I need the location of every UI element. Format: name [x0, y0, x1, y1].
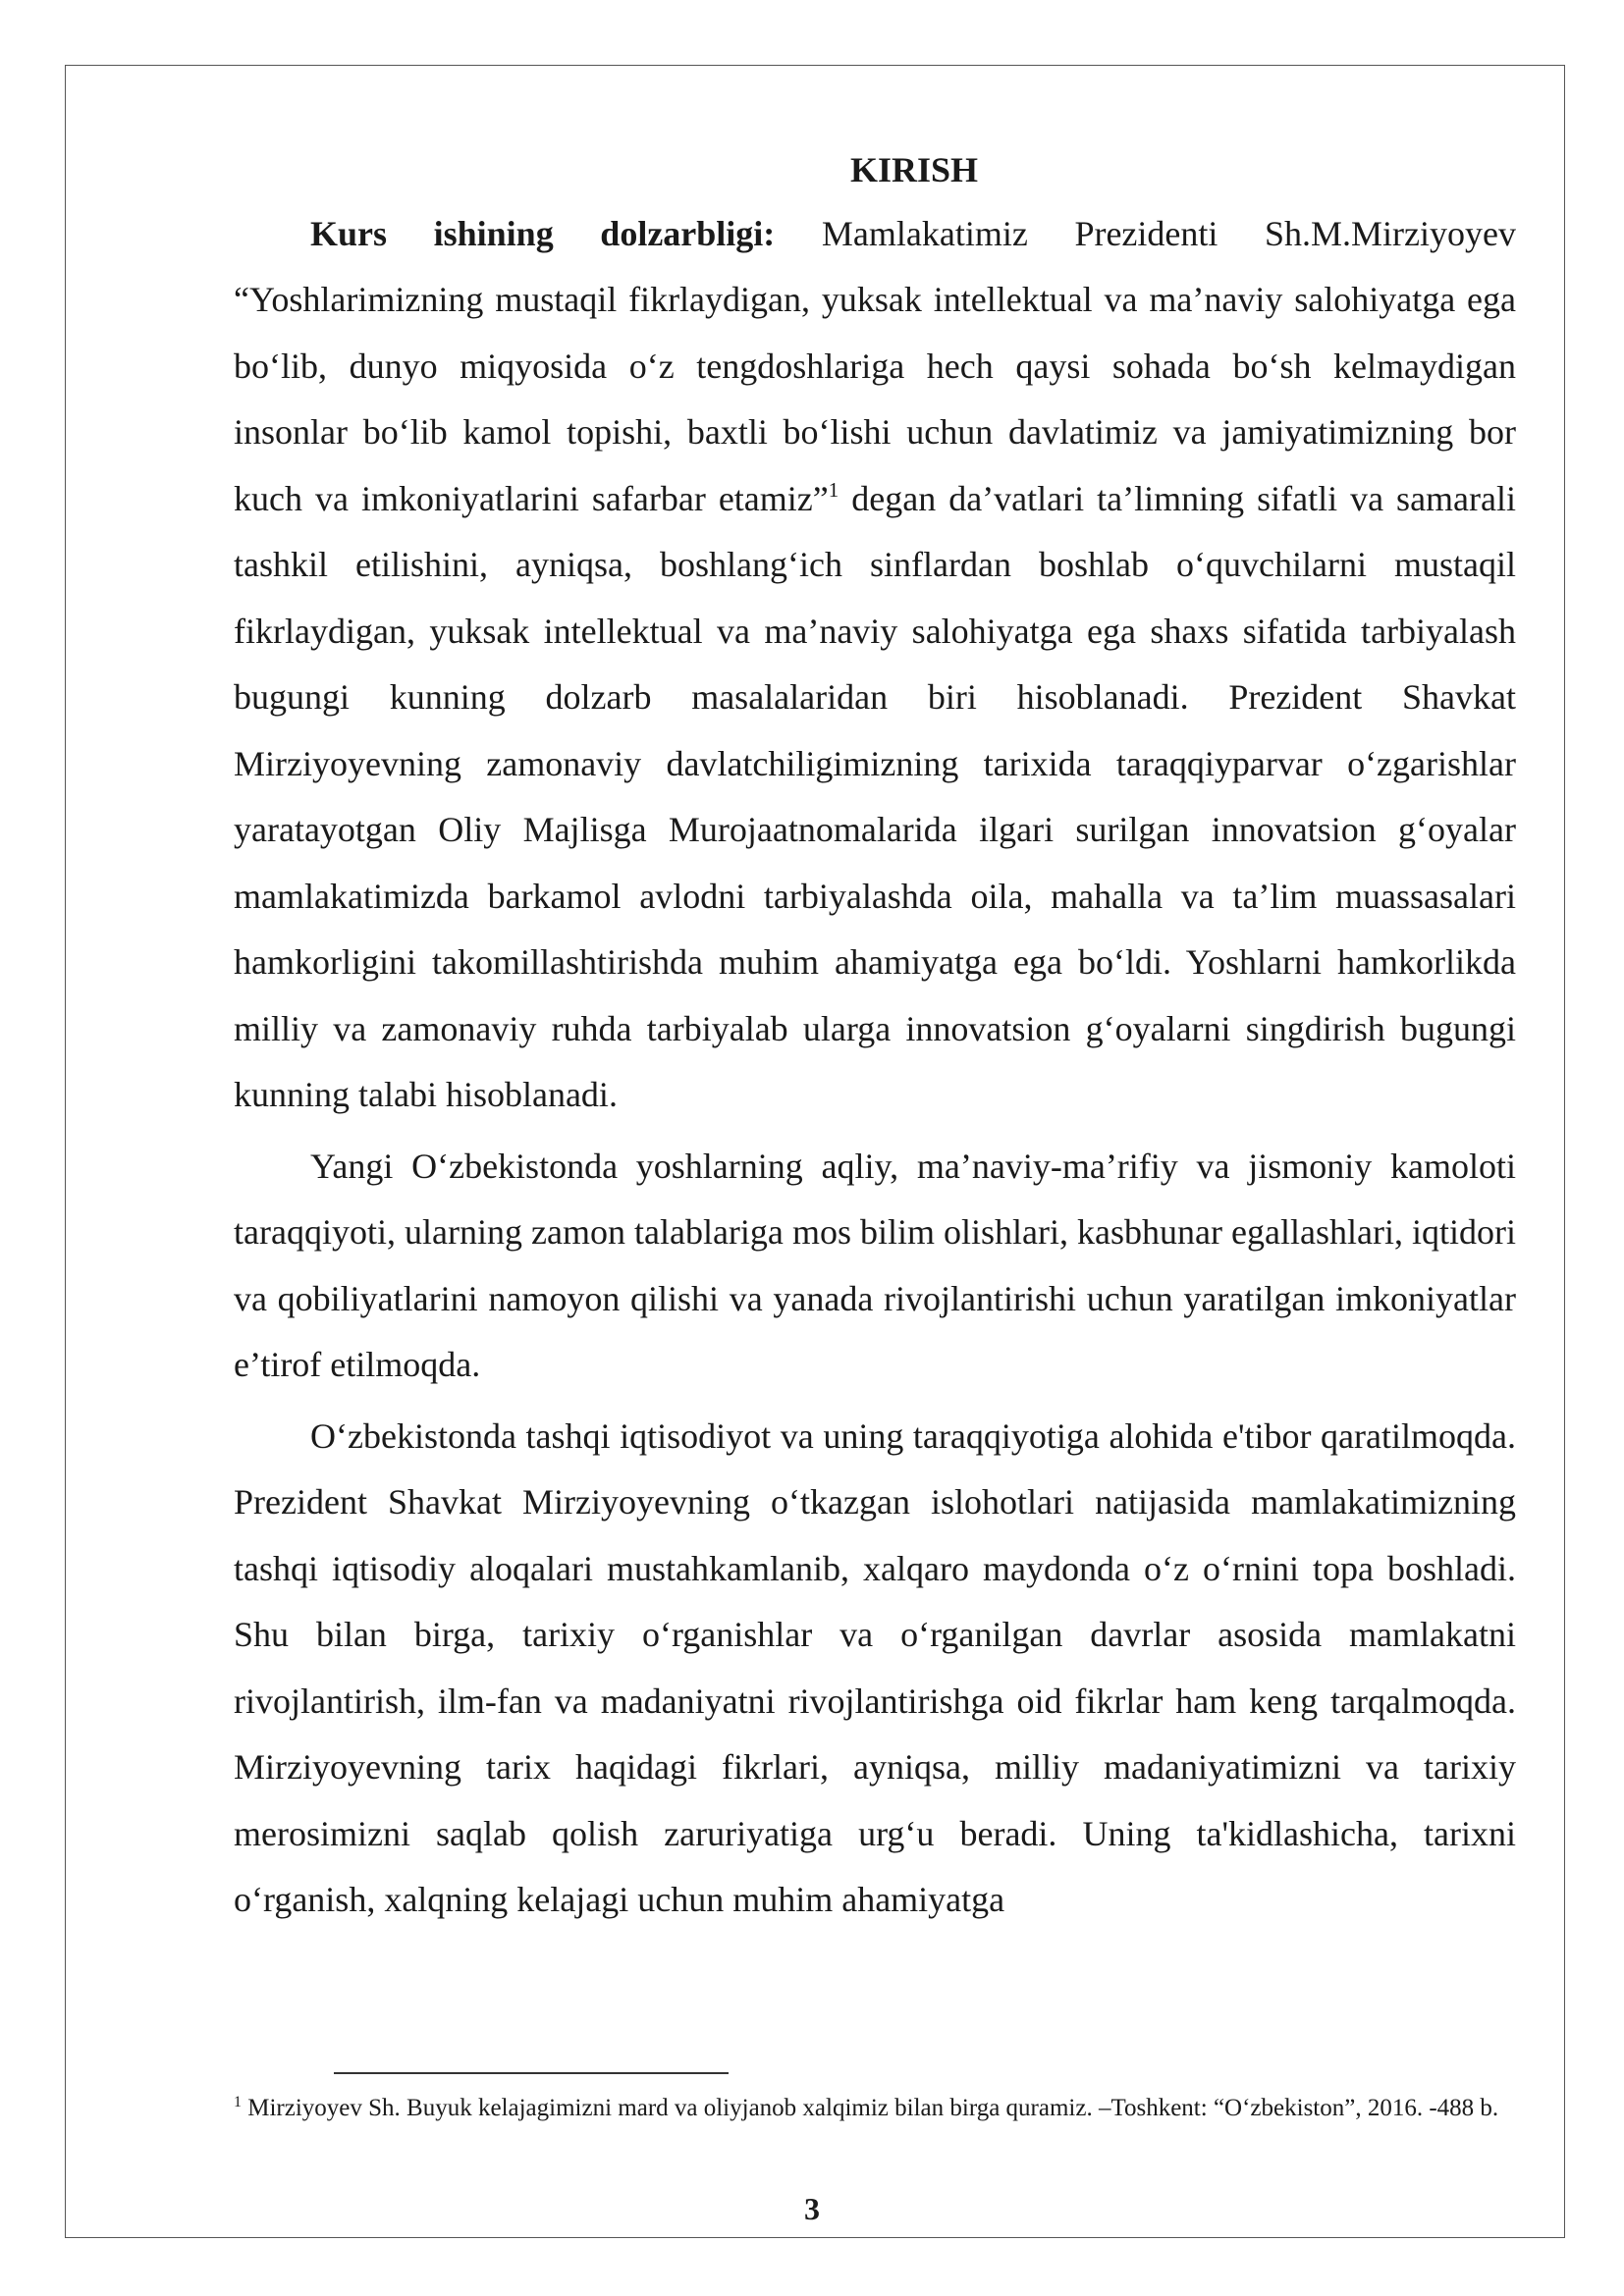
paragraph-text: Mamlakatimiz Prezidenti Sh.M.Mirziyoyev “Yoshlarimizning mustaqil fikrlaydigan, yuksak intellektual va ma’naviy salohiyatga ega bo‘lib, dunyo miqyosida o‘z tengdoshlariga hech qaysi sohada bo‘sh kelmaydigan insonlar bo‘lib kamol topishi, baxtli bo‘lishi uchun davlatimiz va jamiyatimizning bor kuch va imkoniyatlarini safarbar etamiz” [234, 213, 1516, 518]
page-number: 3 [804, 2191, 820, 2226]
footnote-separator [334, 2072, 729, 2074]
paragraph-lead: Kurs ishining dolzarbligi: [310, 213, 776, 253]
paragraph-1 [234, 201, 1516, 1129]
footnote-reference[interactable]: 1 [828, 477, 839, 502]
section-title: KIRISH [849, 150, 979, 189]
footnote-marker: 1 [234, 2094, 242, 2110]
footnote [234, 2093, 1516, 2124]
paragraph-2: Yangi O‘zbekistonda yoshlarning aqliy, ma’naviy-ma’rifiy va jismoniy kamoloti taraqqiyoti, ularning zamon talablariga mos bilim olishlari, kasbhunar egallashlari, iqtidori va qobiliyatlarini namoyon qilishi va yanada rivojlantirishi uchun yaratilgan imkoniyatlar e’tirof etilmoqda. [234, 1146, 1516, 1385]
paragraph-3: O‘zbekistonda tashqi iqtisodiyot va uning taraqqiyotiga alohida e'tibor qaratilmoqda. Prezident Shavkat Mirziyoyevning o‘tkazgan islohotlari natijasida mamlakatimizning tashqi iqtisodiy aloqalari mustahkamlanib, xalqaro maydonda o‘z o‘rnini topa boshladi. Shu bilan birga, tarixiy o‘rganishlar va o‘rganilgan davrlar asosida mamlakatni rivojlantirish, ilm-fan va madaniyatni rivojlantirishga oid fikrlar ham keng tarqalmoqda. Mirziyoyevning tarix haqidagi fikrlari, ayniqsa, milliy madaniyatimizni va tarixiy merosimizni saqlab qolish zaruriyatiga urg‘u beradi. Uning ta'kidlashicha, tarixni o‘rganish, xalqning kelajagi uchun muhim ahamiyatga [234, 1415, 1516, 1920]
document-body [234, 147, 1516, 1939]
paragraph-text: degan da’vatlari ta’limning sifatli va samarali tashkil etilishini, ayniqsa, boshlang‘ich sinflardan boshlab o‘quvchilarni mustaqil fikrlaydigan, yuksak intellektual va ma’naviy salohiyatga ega shaxs sifatida tarbiyalash bugungi kunning dolzarb masalalaridan biri hisoblanadi. Prezident Shavkat Mirziyoyevning zamonaviy davlatchiligimizning tarixida taraqqiyparvar o‘zgarishlar yaratayotgan Oliy Majlisga Murojaatnomalarida ilgari surilgan innovatsion g‘oyalar mamlakatimizda barkamol avlodni tarbiyalashda oila, mahalla va ta’lim muassasalari hamkorligini takomillashtirishda muhim ahamiyatga ega bo‘ldi. Yoshlarni hamkorlikda milliy va zamonaviy ruhda tarbiyalab ularga innovatsion g‘oyalarni singdirish bugungi kunning talabi hisoblanadi. [234, 478, 1516, 1115]
footnote-text: Mirziyoyev Sh. Buyuk kelajagimizni mard va oliyjanob xalqimiz bilan birga quramiz. –Toshkent: “O‘zbekiston”, 2016. -488 b. [242, 2095, 1499, 2121]
